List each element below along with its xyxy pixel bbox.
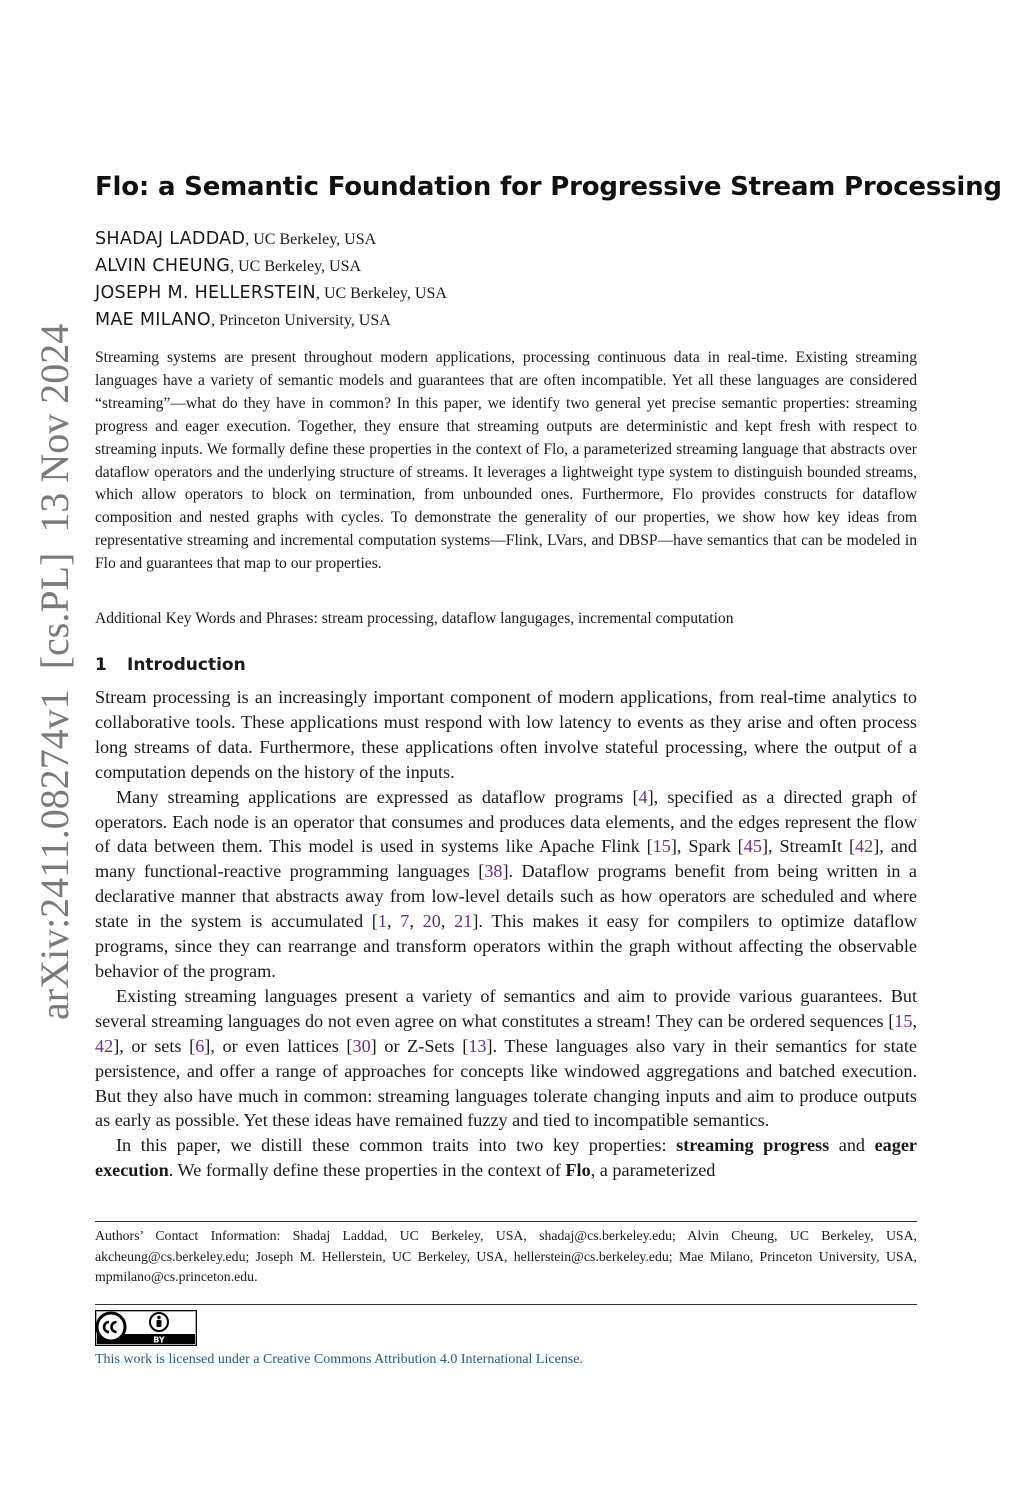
author-affiliation: , Princeton University, USA bbox=[210, 312, 391, 329]
author-affiliation: , UC Berkeley, USA bbox=[230, 258, 362, 275]
citation-link[interactable]: 21 bbox=[454, 911, 473, 932]
term-streaming-progress: streaming progress bbox=[676, 1135, 830, 1156]
author-entry bbox=[95, 228, 447, 255]
citation-link[interactable]: 7 bbox=[400, 911, 410, 932]
author-entry bbox=[95, 309, 447, 336]
citation-link[interactable]: 38 bbox=[484, 861, 503, 882]
author-name: MAE MILANO bbox=[95, 310, 211, 330]
arxiv-identifier-text: arXiv:2411.08274v1 [cs.PL] 13 Nov 2024 bbox=[32, 323, 77, 1020]
citation-link[interactable]: 15 bbox=[652, 836, 671, 857]
citation-link[interactable]: 42 bbox=[855, 836, 874, 857]
abstract: Streaming systems are present throughout modern applications, processing continuous data in real-time. Existing streaming languages have a variety of semantic models and guarantees that are often incompatible. Yet all these languages are considered “streaming”—what do they have in common? In this paper, we identify two general yet precise semantic properties: streaming progress and eager execution. Together, they ensure that streaming outputs are deterministic and kept fresh with respect to streaming inputs. We formally define these properties in the context of Flo, a parameterized streaming language that abstracts over dataflow operators and the underlying structure of streams. It leverages a lightweight type system to distinguish bounded streams, which allow operators to block on termination, from unbounded ones. Furthermore, Flo provides constructs for dataflow composition and nested graphs with cycles. To demonstrate the generality of our properties, we show how key ideas from representative streaming and incremental computation systems—Flink, LVars, and DBSP—have semantics that can be modeled in Flo and guarantees that map to our properties. bbox=[95, 349, 917, 573]
citation-link[interactable]: 13 bbox=[468, 1035, 487, 1056]
footnote-divider bbox=[95, 1221, 917, 1222]
paragraph: Many streaming applications are expressed as dataflow programs [4], specified as a directed graph of operators. Each node is an operator that consumes and produces data elements, and the edges represent the flow of data between them. This model is used in systems like Apache Flink [15], Spark [45], StreamIt [42], and many functional-reactive programming languages [38]. Dataflow programs benefit from being written in a declarative manner that abstracts away from low-level details such as how operators are scheduled and where state in the system is accumulated [1, 7, 20, 21]. This makes it easy for compilers to optimize dataflow programs, since they can rearrange and transform operators within the graph without affecting the observable behavior of the program. bbox=[95, 786, 918, 981]
section-heading bbox=[95, 655, 246, 675]
citation-link[interactable]: 6 bbox=[195, 1035, 205, 1056]
cc-by-label: BY bbox=[153, 1335, 165, 1345]
author-affiliation: , UC Berkeley, USA bbox=[315, 285, 447, 302]
author-entry bbox=[95, 282, 447, 309]
paragraph: In this paper, we distill these common traits into two key properties: streaming progress and eager execution. We formally define these properties in the context of Flo, a parameterized bbox=[95, 1135, 917, 1181]
citation-link[interactable]: 42 bbox=[95, 1035, 114, 1056]
license-link[interactable]: This work is licensed under a Creative Commons Attribution 4.0 International License. bbox=[95, 1352, 583, 1367]
citation-link[interactable]: 15 bbox=[894, 1010, 913, 1031]
license-divider bbox=[95, 1304, 917, 1305]
author-name: ALVIN CHEUNG bbox=[95, 256, 231, 276]
body-text bbox=[95, 685, 917, 1183]
author-affiliation: , UC Berkeley, USA bbox=[245, 231, 377, 248]
citation-link[interactable]: 45 bbox=[743, 836, 762, 857]
section-number: 1 bbox=[95, 655, 107, 675]
author-contact-footnote: Authors’ Contact Information: Shadaj Laddad, UC Berkeley, USA, shadaj@cs.berkeley.edu; Alvin Cheung, UC Berkeley, USA, akcheung@cs.berkeley.edu; Joseph M. Hellerstein, UC Berkeley, USA, hellerstein@cs.berkeley.edu; Mae Milano, Princeton University, USA, mpmilano@cs.princeton.edu. bbox=[95, 1228, 917, 1284]
arxiv-identifier-stamp bbox=[14, 160, 84, 1020]
keywords: Additional Key Words and Phrases: stream processing, dataflow langugages, incremental computation bbox=[95, 610, 734, 627]
author-name: SHADAJ LADDAD bbox=[95, 229, 246, 249]
paper-title: Flo: a Semantic Foundation for Progressive Stream Processing bbox=[95, 172, 1002, 202]
author-list bbox=[95, 228, 447, 336]
term-eager-execution: eager execution bbox=[95, 1135, 917, 1181]
paragraph: Existing streaming languages present a variety of semantics and aim to provide various guarantees. But several streaming languages do not even agree on what constitutes a stream! They can be ordered sequences [15, 42], or sets [6], or even lattices [30] or Z-Sets [13]. These languages also vary in their semantics for state persistence, and offer a range of approaches for concepts like windowed aggregations and batched execution. But they also have much in common: streaming languages tolerate changing inputs and aim to produce outputs as early as possible. Yet these ideas have remained fuzzy and tied to incompatible semantics. bbox=[95, 985, 917, 1131]
author-name: JOSEPH M. HELLERSTEIN bbox=[95, 283, 316, 303]
citation-link[interactable]: 30 bbox=[352, 1035, 371, 1056]
author-entry bbox=[95, 255, 447, 282]
citation-link[interactable]: 20 bbox=[422, 911, 441, 932]
paragraph: Stream processing is an increasingly important component of modern applications, from real-time analytics to collaborative tools. These applications must respond with low latency to events as they arise and often process long streams of data. Furthermore, these applications often involve stateful processing, where the output of a computation depends on the history of the inputs. bbox=[95, 687, 917, 782]
term-flo: Flo bbox=[565, 1160, 591, 1181]
citation-link[interactable]: 1 bbox=[377, 911, 387, 932]
section-title: Introduction bbox=[127, 655, 246, 675]
citation-link[interactable]: 4 bbox=[638, 786, 648, 807]
cc-by-icon[interactable] bbox=[95, 1310, 197, 1346]
